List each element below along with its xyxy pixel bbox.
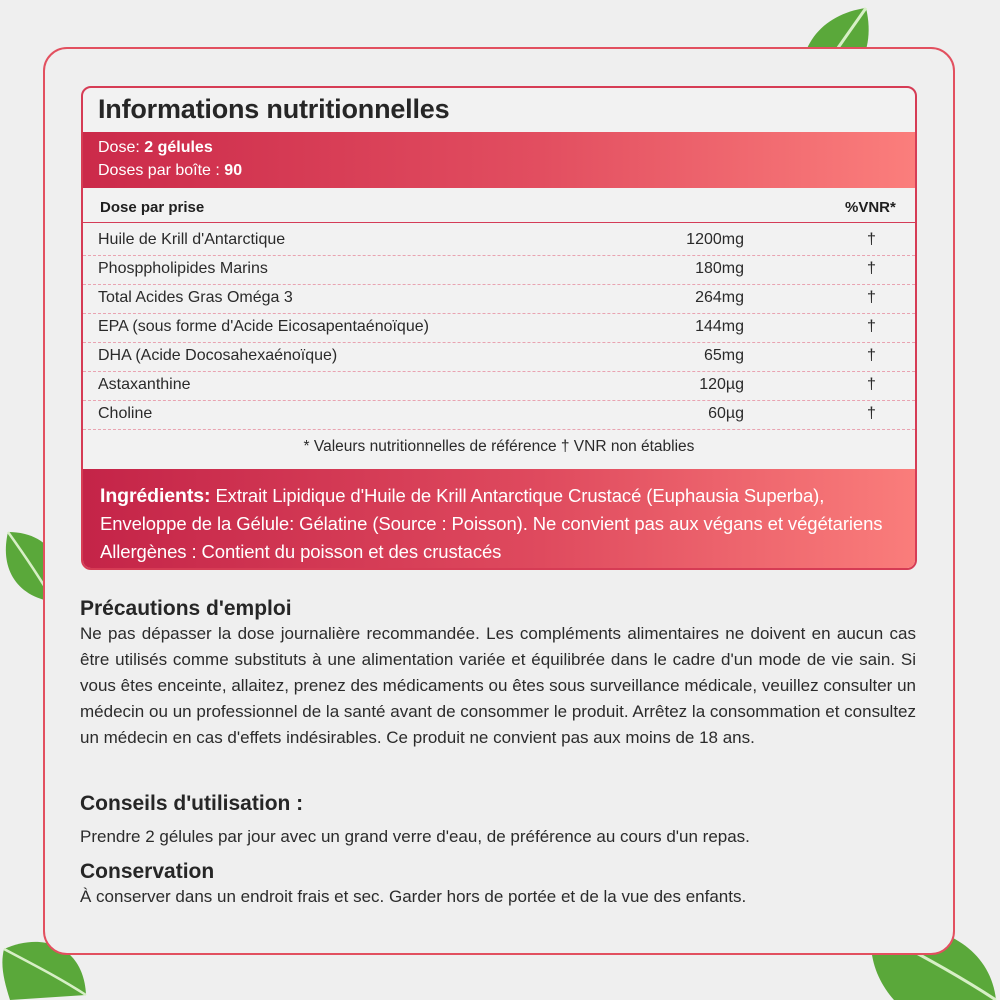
ingredients-band xyxy=(83,469,915,570)
dose-label: Dose: xyxy=(98,139,145,156)
nutrient-vnr: † xyxy=(867,318,876,335)
precautions-heading: Précautions d'emploi xyxy=(80,597,292,620)
table-row xyxy=(83,256,915,285)
table-row xyxy=(83,227,915,256)
header-vnr: %VNR* xyxy=(845,199,896,216)
doses-per-box-line xyxy=(98,162,242,180)
usage-heading: Conseils d'utilisation : xyxy=(80,792,304,815)
nutrient-name: Phosppholipides Marins xyxy=(98,260,268,277)
nutrient-vnr: † xyxy=(867,376,876,393)
precautions-text: Ne pas dépasser la dose journalière recommandée. Les compléments alimentaires ne doivent en aucun cas être utilisés comme substituts à une alimentation variée et équilibrée dans le cadre d'un mode de vie sain. Si vous êtes enceinte, allaitez, prenez des médicaments ou êtes sous surveillance médicale, veuillez consulter un médecin ou un professionnel de la santé avant de consommer le produit. Arrêtez la consommation et consultez un médecin en cas d'effets indésirables. Ce produit ne convient pas aux moins de 18 ans. xyxy=(80,624,916,747)
table-row xyxy=(83,285,915,314)
vnr-footnote: * Valeurs nutritionnelles de référence † VNR non établies xyxy=(303,438,695,455)
storage-text: À conserver dans un endroit frais et sec. Garder hors de portée et de la vue des enfants. xyxy=(80,887,747,906)
nutrient-name: EPA (sous forme d'Acide Eicosapentaénoïque) xyxy=(98,318,429,335)
nutrition-panel xyxy=(81,86,917,570)
nutrient-amount: 180mg xyxy=(695,260,744,277)
nutrient-vnr: † xyxy=(867,260,876,277)
storage-section xyxy=(80,860,916,910)
header-dose: Dose par prise xyxy=(100,199,205,216)
nutrient-name: Choline xyxy=(98,405,153,422)
doses-label: Doses par boîte : xyxy=(98,162,225,179)
ingredients-label: Ingrédients: xyxy=(100,485,211,507)
table-row xyxy=(83,372,915,401)
nutrient-amount: 264mg xyxy=(695,289,744,306)
table-row xyxy=(83,343,915,372)
dose-line xyxy=(98,139,213,157)
doses-value: 90 xyxy=(224,162,243,179)
usage-text: Prendre 2 gélules par jour avec un grand verre d'eau, de préférence au cours d'un repas. xyxy=(80,827,750,846)
nutrient-name: DHA (Acide Docosahexaénoïque) xyxy=(98,347,338,364)
nutrient-amount: 144mg xyxy=(695,318,744,335)
panel-title: Informations nutritionnelles xyxy=(98,94,450,124)
usage-section xyxy=(80,792,916,850)
nutrient-amount: 120µg xyxy=(699,376,744,393)
nutrient-name: Astaxanthine xyxy=(98,376,191,393)
storage-heading: Conservation xyxy=(80,860,215,883)
dose-band xyxy=(83,132,915,188)
table-row xyxy=(83,314,915,343)
table-header xyxy=(83,192,915,223)
nutrient-vnr: † xyxy=(867,405,876,422)
nutrient-vnr: † xyxy=(867,231,876,248)
nutrient-name: Huile de Krill d'Antarctique xyxy=(98,231,286,248)
nutrient-amount: 1200mg xyxy=(686,231,744,248)
nutrient-vnr: † xyxy=(867,347,876,364)
dose-value: 2 gélules xyxy=(144,139,213,156)
nutrient-name: Total Acides Gras Oméga 3 xyxy=(98,289,293,306)
nutrient-vnr: † xyxy=(867,289,876,306)
nutrient-amount: 65mg xyxy=(703,347,744,364)
nutrient-amount: 60µg xyxy=(708,405,744,422)
table-row xyxy=(83,401,915,430)
precautions-section xyxy=(80,597,916,751)
ingredients-text: Extrait Lipidique d'Huile de Krill Antarctique Crustacé (Euphausia Superba), Enveloppe de la Gélule: Gélatine (Source : Poisson). Ne convient pas aux végans et végétariens Allergènes : Contient du poisson et des crustacés xyxy=(100,485,883,562)
